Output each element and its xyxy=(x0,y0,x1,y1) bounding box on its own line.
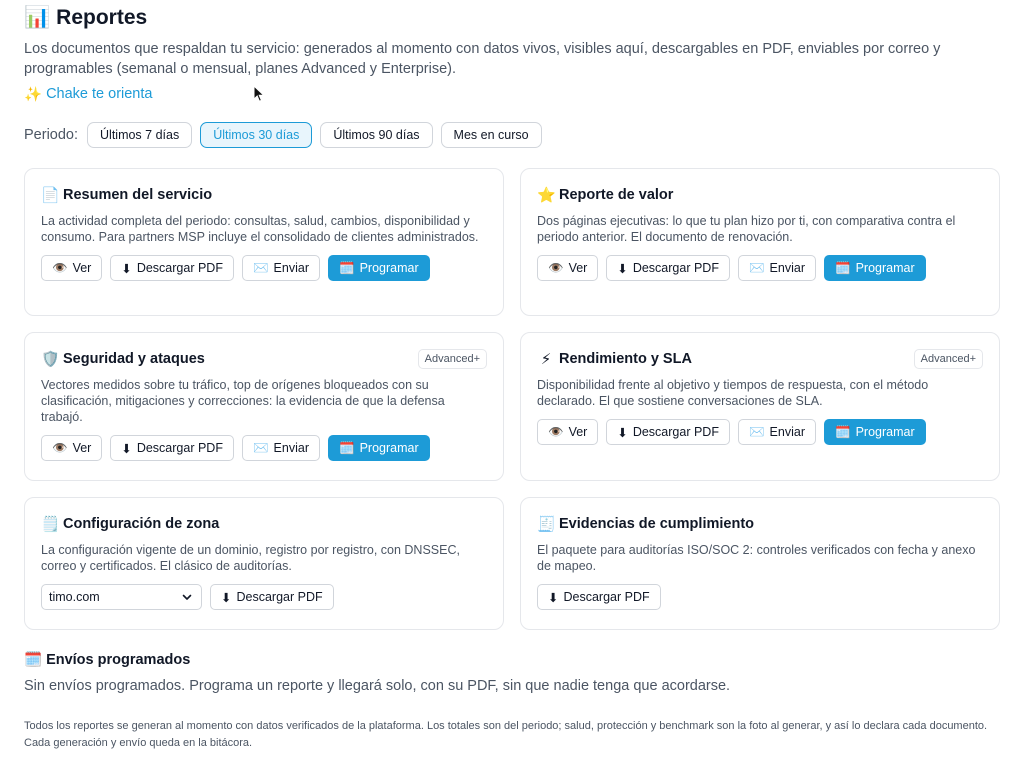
card-description: La actividad completa del periodo: consultas, salud, cambios, disponibilidad y consumo. Para partners MSP incluye el consolidado de clientes administrados. xyxy=(41,214,479,244)
schedule-button-label: Programar xyxy=(855,425,915,439)
download-icon: ⬇ xyxy=(121,261,132,276)
card-title-text: Rendimiento y SLA xyxy=(559,351,692,367)
view-button[interactable] xyxy=(41,435,102,461)
calendar-icon: 🗓️ xyxy=(338,260,355,275)
view-button[interactable] xyxy=(537,255,598,281)
schedule-button[interactable] xyxy=(824,419,926,445)
view-button-label: Ver xyxy=(72,441,92,455)
card-compliance-evidence xyxy=(520,497,1000,630)
card-zone-configuration xyxy=(24,497,504,630)
view-button[interactable] xyxy=(537,419,598,445)
download-icon: ⬇ xyxy=(617,261,628,276)
card-title xyxy=(41,186,212,204)
download-pdf-button[interactable] xyxy=(110,435,234,461)
page-title xyxy=(24,0,992,32)
card-title-text: Resumen del servicio xyxy=(63,187,213,203)
envelope-icon: ✉️ xyxy=(252,260,269,275)
eye-icon: 👁️ xyxy=(52,440,68,455)
schedule-button-label: Programar xyxy=(855,261,915,275)
plan-badge: Advanced+ xyxy=(914,349,983,369)
download-icon: ⬇ xyxy=(221,590,232,605)
notepad-icon: 🗒️ xyxy=(41,516,60,533)
download-pdf-button[interactable] xyxy=(537,584,661,610)
period-selector xyxy=(24,122,992,148)
card-actions xyxy=(537,584,983,610)
card-title-text: Configuración de zona xyxy=(63,516,220,532)
calendar-icon: 🗓️ xyxy=(834,260,851,275)
download-icon: ⬇ xyxy=(548,590,559,605)
download-icon: ⬇ xyxy=(617,425,628,440)
eye-icon: 👁️ xyxy=(548,424,564,439)
envelope-icon: ✉️ xyxy=(748,424,765,439)
calendar-icon: 🗓️ xyxy=(834,424,851,439)
calendar-icon: 🗓️ xyxy=(338,440,355,455)
send-button-label: Enviar xyxy=(769,261,805,275)
card-title xyxy=(537,186,673,204)
schedule-button-label: Programar xyxy=(359,441,419,455)
plan-badge: Advanced+ xyxy=(418,349,487,369)
sparkles-icon: ✨ xyxy=(24,87,43,103)
download-button-label: Descargar PDF xyxy=(632,261,719,275)
download-pdf-button[interactable] xyxy=(606,419,730,445)
card-title-text: Reporte de valor xyxy=(559,187,674,203)
card-title xyxy=(537,515,754,533)
domain-select[interactable] xyxy=(41,584,202,610)
chart-icon: 📊 xyxy=(24,6,51,29)
send-button-label: Enviar xyxy=(769,425,805,439)
star-icon: ⭐ xyxy=(537,187,556,204)
guide-link-label: Chake te orienta xyxy=(46,86,153,102)
card-description: La configuración vigente de un dominio, registro por registro, con DNSSEC, correo y certificados. El clásico de auditorías. xyxy=(41,543,460,573)
card-actions xyxy=(41,255,487,281)
period-option-30-days[interactable]: Últimos 30 días xyxy=(200,122,312,148)
card-performance-sla xyxy=(520,332,1000,481)
schedule-button[interactable] xyxy=(824,255,926,281)
view-button[interactable] xyxy=(41,255,102,281)
period-option-90-days[interactable]: Últimos 90 días xyxy=(320,122,432,148)
scheduled-sends-title xyxy=(24,651,190,668)
page-title-text: Reportes xyxy=(56,6,148,29)
card-security-attacks xyxy=(24,332,504,481)
footer-note: Todos los reportes se generan al momento con datos verificados de la plataforma. Los totales son del periodo; salud, protección y benchmark son la foto al generar, y así lo declara cada documento. Cada generación y envío queda en la bitácora. xyxy=(24,720,988,749)
domain-select-value: timo.com xyxy=(49,590,100,604)
view-button-label: Ver xyxy=(568,261,588,275)
card-description: Disponibilidad frente al objetivo y tiempos de respuesta, con el método declarado. El que sostiene conversaciones de SLA. xyxy=(537,378,929,408)
calendar-icon: 🗓️ xyxy=(24,652,43,668)
lightning-icon: ⚡ xyxy=(540,351,552,368)
send-button[interactable] xyxy=(242,255,320,281)
card-actions xyxy=(537,255,983,281)
card-value-report xyxy=(520,168,1000,316)
card-description: Vectores medidos sobre tu tráfico, top de orígenes bloqueados con su clasificación, mitigaciones y correcciones: la evidencia de que la defensa trabajó. xyxy=(41,378,445,424)
card-description: Dos páginas ejecutivas: lo que tu plan hizo por ti, con comparativa contra el periodo anterior. El documento de renovación. xyxy=(537,214,956,244)
period-label: Periodo: xyxy=(24,127,79,143)
send-button[interactable] xyxy=(738,419,816,445)
shield-icon: 🛡️ xyxy=(41,351,60,368)
receipt-icon: 🧾 xyxy=(537,516,556,533)
download-icon: ⬇ xyxy=(121,441,132,456)
schedule-button[interactable] xyxy=(328,255,430,281)
download-button-label: Descargar PDF xyxy=(136,261,223,275)
card-title xyxy=(537,350,692,368)
schedule-button-label: Programar xyxy=(359,261,419,275)
card-title-text: Seguridad y ataques xyxy=(63,351,205,367)
download-button-label: Descargar PDF xyxy=(136,441,223,455)
download-pdf-button[interactable] xyxy=(110,255,234,281)
period-option-current-month[interactable]: Mes en curso xyxy=(441,122,542,148)
download-pdf-button[interactable] xyxy=(210,584,334,610)
card-title xyxy=(41,515,219,533)
download-pdf-button[interactable] xyxy=(606,255,730,281)
scheduled-sends-empty-state: Sin envíos programados. Programa un reporte y llegará solo, con su PDF, sin que nadie tenga que acordarse. xyxy=(24,678,731,694)
mouse-cursor-icon xyxy=(253,85,265,103)
card-actions xyxy=(537,419,983,445)
period-option-7-days[interactable]: Últimos 7 días xyxy=(87,122,192,148)
guide-link[interactable] xyxy=(24,86,152,103)
eye-icon: 👁️ xyxy=(548,260,564,275)
view-button-label: Ver xyxy=(72,261,92,275)
card-actions xyxy=(41,435,487,461)
card-title xyxy=(41,350,205,368)
card-actions xyxy=(41,584,487,610)
scheduled-sends-title-text: Envíos programados xyxy=(46,651,191,668)
send-button[interactable] xyxy=(738,255,816,281)
download-button-label: Descargar PDF xyxy=(236,590,323,604)
card-title-text: Evidencias de cumplimiento xyxy=(559,516,754,532)
envelope-icon: ✉️ xyxy=(252,440,269,455)
schedule-button[interactable] xyxy=(328,435,430,461)
send-button-label: Enviar xyxy=(273,441,309,455)
view-button-label: Ver xyxy=(568,425,588,439)
report-cards-grid xyxy=(24,168,992,630)
document-icon: 📄 xyxy=(41,187,60,204)
card-description: El paquete para auditorías ISO/SOC 2: controles verificados con fecha y anexo de mapeo. xyxy=(537,543,976,573)
page-intro: Los documentos que respaldan tu servicio: generados al momento con datos vivos, visibles aquí, descargables en PDF, enviables por correo y programables (semanal o mensual, planes Advanced y Enterprise). xyxy=(24,41,941,77)
eye-icon: 👁️ xyxy=(52,260,68,275)
chevron-down-icon xyxy=(181,591,193,603)
send-button[interactable] xyxy=(242,435,320,461)
send-button-label: Enviar xyxy=(273,261,309,275)
download-button-label: Descargar PDF xyxy=(632,425,719,439)
download-button-label: Descargar PDF xyxy=(563,590,650,604)
card-service-summary xyxy=(24,168,504,316)
envelope-icon: ✉️ xyxy=(748,260,765,275)
